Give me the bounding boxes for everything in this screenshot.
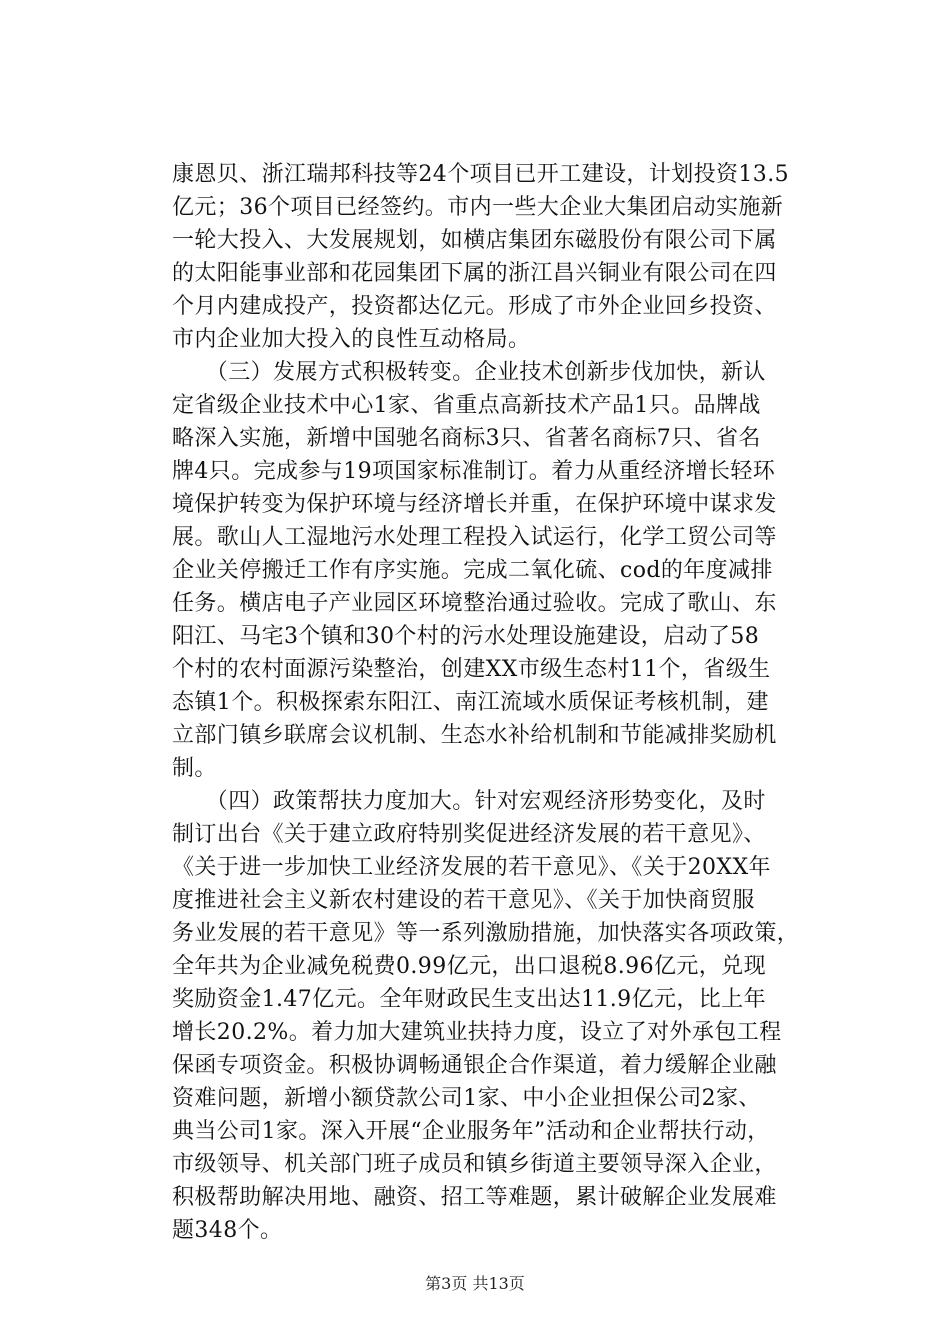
text-line: 一轮大投入、大发展规划，如横店集团东磁股份有限公司下属 [172, 228, 777, 253]
text-line: 度推进社会主义新农村建设的若干意见》、《关于加快商贸服 [172, 888, 755, 913]
text-line: 阳江、马宅3个镇和30个村的污水处理设施建设，启动了58 [172, 624, 760, 649]
text-line: 定省级企业技术中心1家、省重点高新技术产品1只。品牌战 [172, 393, 761, 418]
text-line: 增长20.2%。着力加大建筑业扶持力度，设立了对外承包工程 [172, 1020, 782, 1045]
text-line: 亿元；36个项目已经签约。市内一些大企业大集团启动实施新 [172, 195, 784, 220]
text-line: 牌4只。完成参与19项国家标准制订。着力从重经济增长轻环 [172, 459, 776, 484]
text-line: 题348个。 [172, 1218, 283, 1243]
text-line: 市级领导、机关部门班子成员和镇乡街道主要领导深入企业， [172, 1152, 777, 1177]
text-line: 制订出台《关于建立政府特别奖促进经济发展的若干意见》、 [172, 822, 766, 847]
text-line: 任务。横店电子产业园区环境整治通过验收。完成了歌山、东 [172, 591, 777, 616]
text-line: 境保护转变为保护环境与经济增长并重，在保护环境中谋求发 [172, 492, 777, 517]
text-line: （四）政策帮扶力度加大。针对宏观经济形势变化，及时 [172, 789, 766, 814]
body-text [172, 158, 800, 1247]
text-line: 立部门镇乡联席会议机制、生态水补给机制和节能减排奖励机 [172, 723, 777, 748]
text-line: 态镇1个。积极探索东阳江、南江流域水质保证考核机制，建 [172, 690, 769, 715]
text-line: 企业关停搬迁工作有序实施。完成二氧化硫、cod的年度减排 [172, 558, 773, 583]
text-line: 全年共为企业减免税费0.99亿元，出口退税8.96亿元，兑现 [172, 954, 766, 979]
text-line: 制。 [172, 756, 217, 781]
text-line: 奖励资金1.47亿元。全年财政民生支出达11.9亿元，比上年 [172, 987, 766, 1012]
text-line: 略深入实施，新增中国驰名商标3只、省著名商标7只、省名 [172, 426, 761, 451]
text-line: 个月内建成投产，投资都达亿元。形成了市外企业回乡投资、 [172, 294, 777, 319]
text-line: 务业发展的若干意见》等一系列激励措施，加快落实各项政策， [172, 921, 800, 946]
text-line: 康恩贝、浙江瑞邦科技等24个项目已开工建设，计划投资13.5 [172, 162, 789, 187]
text-line: 《关于进一步加快工业经济发展的若干意见》、《关于20XX年 [172, 855, 771, 880]
text-line: 典当公司1家。深入开展“企业服务年”活动和企业帮扶行动， [172, 1119, 770, 1144]
page-number-footer: 第3页 共13页 [425, 1274, 525, 1293]
text-line: 保函专项资金。积极协调畅通银企合作渠道，着力缓解企业融 [172, 1053, 777, 1078]
text-line: 积极帮助解决用地、融资、招工等难题，累计破解企业发展难 [172, 1185, 777, 1210]
text-line: 市内企业加大投入的良性互动格局。 [172, 327, 531, 352]
text-line: （三）发展方式积极转变。企业技术创新步伐加快，新认 [172, 360, 766, 385]
text-line: 资难问题，新增小额贷款公司1家、中小企业担保公司2家、 [172, 1086, 761, 1111]
text-line: 个村的农村面源污染整治，创建XX市级生态村11个，省级生 [172, 657, 771, 682]
text-line: 的太阳能事业部和花园集团下属的浙江昌兴铜业有限公司在四 [172, 261, 777, 286]
text-line: 展。歌山人工湿地污水处理工程投入试运行，化学工贸公司等 [172, 525, 777, 550]
